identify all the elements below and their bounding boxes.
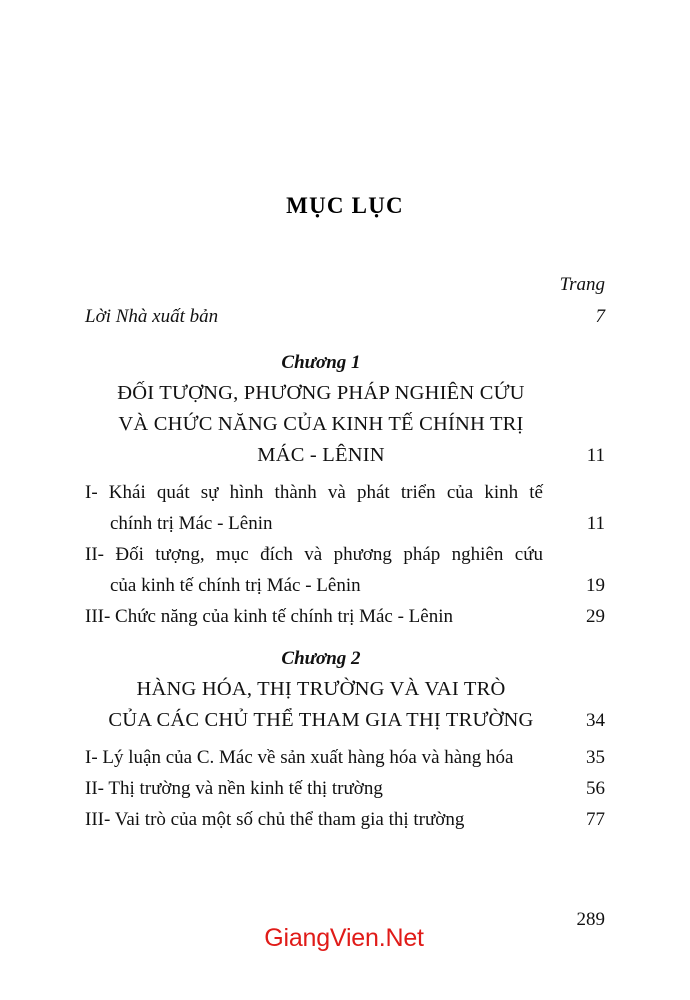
- entry-line-1: II- Thị trường và nền kinh tế thị trường: [85, 778, 383, 799]
- entry-line-2: chính trị Mác - Lênin: [110, 513, 273, 534]
- entry-line-1: I- Lý luận của C. Mác về sản xuất hàng hóa và hàng hóa: [85, 747, 514, 768]
- entry-line-1: I- Khái quát sự hình thành và phát triển của kinh tế: [85, 482, 543, 503]
- table-of-contents: [85, 272, 605, 835]
- chapter-label-2: Chương 2: [281, 648, 361, 669]
- entry-line-1: II- Đối tượng, mục đích và phương pháp nghiên cứu: [85, 544, 543, 565]
- toc-entry-front-matter[interactable]: [85, 302, 605, 332]
- chapter-page-number-2: 34: [586, 710, 605, 731]
- chapter-title-text-1-3: MÁC - LÊNIN: [257, 444, 385, 466]
- chapter-block-2: [85, 644, 605, 736]
- entry-line-1: III- Vai trò của một số chủ thể tham gia thị trường: [85, 809, 465, 830]
- entry-page-number-c1-s1: 11: [586, 513, 605, 534]
- front-matter-label: Lời Nhà xuất bản: [85, 306, 219, 327]
- chapter-label-1: Chương 1: [281, 352, 361, 373]
- toc-entry-c1-s1[interactable]: [85, 477, 605, 539]
- toc-entry-c1-s3[interactable]: [85, 601, 605, 632]
- chapter-block-1: [85, 348, 605, 471]
- entry-page-number-c2-s1: 35: [586, 747, 605, 768]
- entry-page-number-c2-s3: 77: [586, 809, 605, 830]
- chapter-title-line-2-1: HÀNG HÓA, THỊ TRƯỜNG VÀ VAI TRÒ: [136, 678, 506, 700]
- entry-page-number-c1-s3: 29: [586, 606, 605, 627]
- entry-page-number-c2-s2: 56: [586, 778, 605, 799]
- entry-text-c1-s3: [85, 601, 543, 632]
- chapter-page-number-1: 11: [586, 445, 605, 466]
- toc-entry-c2-s2[interactable]: [85, 773, 605, 804]
- entry-text-c2-s1: [85, 742, 543, 773]
- front-matter-page-number: 7: [595, 306, 605, 327]
- chapter-title-line-1-2: VÀ CHỨC NĂNG CỦA KINH TẾ CHÍNH TRỊ: [118, 413, 524, 435]
- page-title: MỤC LỤC: [286, 193, 404, 218]
- chapter-title-line-1-3[interactable]: [85, 440, 605, 471]
- toc-entry-c2-s3[interactable]: [85, 804, 605, 835]
- toc-entry-c2-s1[interactable]: [85, 742, 605, 773]
- entry-text-c1-s1: [85, 477, 543, 539]
- chapter-title-line-2-2[interactable]: [85, 705, 605, 736]
- folio-page-number: 289: [576, 909, 605, 930]
- entry-text-c2-s2: [85, 773, 543, 804]
- entry-line-2: của kinh tế chính trị Mác - Lênin: [110, 575, 361, 596]
- page-column-header: Trang: [559, 274, 605, 295]
- entry-page-number-c1-s2: 19: [586, 575, 605, 596]
- toc-entry-c1-s2[interactable]: [85, 539, 605, 601]
- entry-line-1: III- Chức năng của kinh tế chính trị Mác - Lênin: [85, 606, 454, 627]
- entry-text-c2-s3: [85, 804, 543, 835]
- entry-text-c1-s2: [85, 539, 543, 601]
- chapter-title-line-1-1: ĐỐI TƯỢNG, PHƯƠNG PHÁP NGHIÊN CỨU: [117, 382, 525, 404]
- chapter-title-text-2-2: CỦA CÁC CHỦ THỂ THAM GIA THỊ TRƯỜNG: [108, 709, 534, 731]
- site-watermark: GiangVien.Net: [264, 924, 424, 952]
